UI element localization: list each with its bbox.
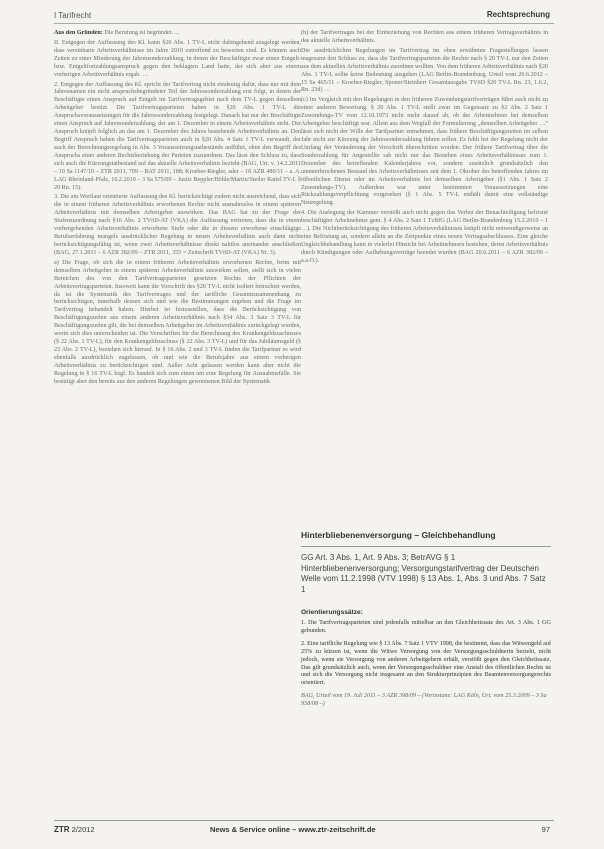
- body-paragraph: (b) der Tarifvertrages bei der Einbeziehung von Rechten aus einem früheren Vertragsverhältnis in das aktuelle Arbeitsverhältnis.: [301, 30, 548, 44]
- guideline-item: 2. Eine tarifliche Regelung wie § 13 Abs. 7 Satz 1 VTV 1998, die bestimmt, dass das Witwengeld auf 25% zu kürzen ist, wenn die Witwe Versorgung von der Versorgungsschuldnerin bezieht, nicht jedoch, wenn sie Versorgung von anderen Arbeitgebern erhält, verstößt gegen den Gleichheitssatz. Das gilt grundsätzlich auch, wenn der Versorgungsschuldner eine Anstalt des öffentlichen Rechts ist und sich die Versorgung nicht insgesamt an den Strukturprinzipien des Beamtenversorgungsrechts orientiert.: [301, 640, 551, 687]
- running-header-right: Rechtsprechung: [486, 10, 550, 19]
- body-paragraph: Die ausdrücklichen Regelungen im Tarifvertrag im oben erwähnten Fragestellungen lassen insgesamt den Schluss zu, dass die Tarifvertragsparteien die Rechte nach § 20 TV-L nur den Zeiten aus dem aktuellen Arbeitsverhältnis zuordnen wollten. Von dem früheren Arbeitsverhältnis nach §20 Abs. 1 TV-L sollte keine Bedeutung ausgehen (LAG Berlin-Brandenburg, Urteil vom 20.6.2012 – 15 Sa 465/11 – Kroeber-Riegler, Sponer/Steinherr Gesamtausgabe TVöD §20 TV-L Rn. 23, 1.6.2, Rn. 23d) …: [301, 47, 548, 94]
- running-header-left: I Tarifrecht: [54, 11, 92, 20]
- footer-rule: [54, 820, 554, 821]
- body-paragraph: a) Die Frage, ob sich die in einem früheren Arbeitsverhältnis erworbenen Rechte, beim mit demselben Arbeitgeber in einem späteren Arbeitsverhältnis auswirken sollen, stellt sich in vielen Bereichen des von den Tarifvertragsparteien gesetzten Rechts der Pflichten der Arbeitsvertragsparteien. Insoweit kann die Vorschrift des §20 TV-L nicht isoliert betrachtet werden, da ist die Systematik des Tarifvertrages und der tarifliche Gesamtzusammenhang zu berücksichtigen, innerhalb dessen sich und wie die Bestimmungen ergeben und die Frage im Tarifvertrag behandelt haben. Hierbei ist festzustellen, dass die Berücksichtigung von Beschäftigungszeiten aus einem anderen Arbeitsverhältnis nach §34 Abs. 3 Satz 3 TV-L für Beschäftigungszeiten gilt, die bei demselben Arbeitgeber im Arbeitsverhältnis zurückgelegt wurden, worin sich dies unterscheiden ist. Die Vorschriften für die Berechnung des Krankengeldzuschusses (§ 22 Abs. 1 TV-L), für den Krankengeldzuschuss (§ 22 Abs. 3 TV-L) und für das Jubiläumsgeld (§ 23 Abs. 2 TV-L), beziehen sich hierauf. In § 16 Abs. 2 und 3 TV-L finden die Tarifpartner es wird ebenfalls ausdrücklich zugelassen, ob und wie die Berufsjahre aus einem vorherigen Arbeitsverhältnis zu berücksichtigen sind. Außer Acht gelassen werden kann aber nicht die Regelung in § 16 TV-L bzgl. Es handelt sich zum einen um eine Regelung für Ausnahmefälle. Sie bestätigt aber den bereits aus den anderen Regelungen gewonnenen Bild der Systematik: [54, 259, 301, 385]
- section-rule: [301, 546, 551, 547]
- body-paragraph: II. Entgegen der Auffassung des Kl. kann §20 Abs. 1 TV-L nicht dahingehend ausgelegt werden, dass vereinbarte Arbeitsverhältnisse im Jahre 2010 zutreffend zu bewerten sind. Es können auch Zeiten zu einer Minderung der Jahressonderzahlung, in denen der Beschäftigte zwar einen Entgelt- bzw. Entgeltfortzahlungsanspruch gegen den beklagten Land hatte, der sich aber aus einem vorherigen Arbeitsverhältnis ergab. …: [54, 39, 301, 78]
- journal-issue: 2/2012: [71, 825, 95, 834]
- section-title: Hinterbliebenenversorgung – Gleichbehandlung: [301, 530, 496, 540]
- right-text-column: [301, 30, 548, 550]
- body-paragraph: 2. Entgegen der Auffassung des Kl. spricht der Tarifvertrag nicht eindeutig dafür, dass nur mit dem Jahresnamen ein nicht anspruchsbegründeter Teil der Jahressonderzahlung erst folgt, in denen der Beschäftigte einen Anspruch auf Entgelt im Tarifvertragsgebiet nach dem TV-L gegen denselben Arbeitgeber besitzt. Die Tarifvertragsparteien haben in §20 Abs. 1 TV-L die Anspruchsvoraussetzungen für die Jahressonderzahlung festgelegt. Danach hat nur der Beschäftigte einen Anspruch auf Jahressonderzahlung, der am 1. Dezember in einem Arbeitsverhältnis steht. Der Anspruch knüpft folglich an das am 1. Dezember des Jahres bestehende Arbeitsverhältnis an. Den Begriff Anspruch haben die Tarifvertragsparteien auch in §20 Abs. 4 Satz 1 TV-L verwandt, der auch der Berechnungsregelung in Abs. 3 Voraussetzungstatbestände aufführt, ohne den Begriff des Anspruchs einer anderen Rechtsbeziehung der Parteien zuzuordnen. Das lässt den Schluss zu, dass sich auch die Kürzungstatbestand auf das aktuelle Arbeitsverhältnis bezieht (BAG, Urt. v. 14.2.2011 – 10 Sa 1147/10 – ZTR 2011, 709 – BAT 2011, 188; Kroeber-Riegler, ader – 10 AZR 480/11 – a. A. LAG Rheinland-Pfalz, 16.2.2010 – 3 Sa 575/09 – Justiz Beppler/Böhle/Martin/Steiler Raitel TV-L § 20 Rn. 15).: [54, 81, 301, 191]
- decision-source: BAG, Urteil vom 19. Juli 2011 – 3 AZR 398/09 – (Vorinstanz: LAG Köln, Urt. vom 25.3.2009 – 3 Sa 958/08 –): [301, 693, 547, 708]
- section-norms: GG Art. 3 Abs. 1, Art. 9 Abs. 3; BetrAVG § 1 Hinterbliebenenversorgung; Versorgungstarifvertrag der Deutschen Welle vom 11.2.1998 (VTV 1998) § 13 Abs. 1, Abs. 3 und Abs. 7 Satz 1: [301, 553, 546, 594]
- guideline-item: 1. Die Tarifvertragsparteien sind jedenfalls mittelbar an den Gleichheitssatz des Art. 3 Abs. 1 GG gebunden.: [301, 620, 551, 634]
- header-rule: [54, 23, 554, 24]
- section-subheading: Orientierungssätze:: [301, 609, 363, 616]
- body-paragraph: (c) Im Vergleich mit den Regelungen in den früheren Zuwendungstarifverträgen führt auch nicht zu einer anderen Bewertung. § 20 Abs. 1 TV-L stellt zwar im Gegensatz zu §2 Abs. 2 Satz 1 Zuwendungs-TV vom 12.10.1973 nicht mehr darauf ab, ob der Arbeitnehmer bei demselben Arbeitgeber beschäftigt war. Allein aus dem Wegfall der Formulierung „demselben Arbeitgeber …“ lässt sich nicht der Wille der Tarifpartner entnehmen, dass frühere Beschäftigungszeiten im selben Jahr nicht zur Kürzung der Jahressonderzahlung führen sollen. Es fehlt bei der Regelung nicht der Umfang der Veränderung der Vorschrift überschritten worden. Der frühere Tarifvertrag über die Sonderzahlung für Angestellte sah nicht nur das Bestehen eines Arbeitsverhältnisses zum 1. Dezember des betreffenden Kalenderjahres vor, sondern zusätzlich grundsätzlich den ununterbrochenen Bestand des Arbeitsverhältnisses seit dem 1. Oktober des betreffenden Jahres im öffentlichen Dienst oder im Arbeitsverhältnis bei demselben Arbeitgeber (§1 Abs. 1 Satz 2 Zuwendungs-TV). Außerdem war unter bestimmten Voraussetzungen eine Rückzahlungsverpflichtung vorgesehen (§ 1 Abs. 5 TV-L enthält damit eine vollständige Neuregelung.: [301, 97, 548, 207]
- footer-journal: [54, 825, 95, 834]
- lead-paragraph: [54, 30, 301, 38]
- page-number: 97: [541, 825, 550, 834]
- left-text-column: [54, 30, 301, 810]
- body-paragraph: 4. Die Auslegung der Kammer verstößt auch nicht gegen das Verbot der Benachteiligung befristet beschäftigter Arbeitnehmer gem. § 4 Abs. 2 Satz 1 TzBfG (LAG Berlin-Brandenburg 15.2.2010 – 1 …). Die Nichtberücksichtigung des früheren Arbeitsverhältnisses knüpft nicht notwendigerweise an eine Befristung an, sondern allein an die Zeitpunkte eines neuen Vertragsabschlusses. Eine gleiche Ungleichbehandlung kann in vielerlei Hinsicht bei Arbeitnehmern bestehen, deren Arbeitsverhältnis durch Kündigungen oder Aufhebungsverträge beendet wurden (BAG 20.6.2011 – 6 AZR 382/09 – a.a.O.).: [301, 210, 548, 264]
- lead-label: Aus den Gründen:: [54, 30, 103, 36]
- decision-section: [301, 530, 551, 709]
- body-paragraph: 3. Die am Wortlaut orientierte Auffassung des Kl. berücksichtigt zudem nicht ausreichend, dass sich die in einem früheren Arbeitsverhältnis erworbenen Rechte nicht ausnahmslos in einem späteren Arbeitsverhältnis mit demselben Arbeitgeber auswirken. Das BAG hat zu der Frage der Stufenzuordnung nach §16 Abs. 2 TVöD-AT (VKA) die Auffassung vertreten, dass die in einem vorhergehenden Arbeitsverhältnis erworbene Stufe oder die in diesem erworbene einschlägige Berufserfahrung mangels ausdrücklicher Regelung in neuen Arbeitsverhältnis auch dann nicht berücksichtigungsfähig ist, wenn zwei Arbeitsverhältnisse direkt nahtlos aneinander anschließen (BAG, 27.1.2011 – 6 AZR 382/09 – ZTR 2011, 355 = Zeitschrift TVöD-AT (VKA) Nr. 3).: [54, 194, 301, 256]
- journal-name: ZTR: [54, 825, 70, 834]
- footer-center-text: News & Service online – www.ztr-zeitschrift.de: [210, 825, 376, 834]
- lead-text: Die Berufung ist begründet. ...: [102, 30, 180, 36]
